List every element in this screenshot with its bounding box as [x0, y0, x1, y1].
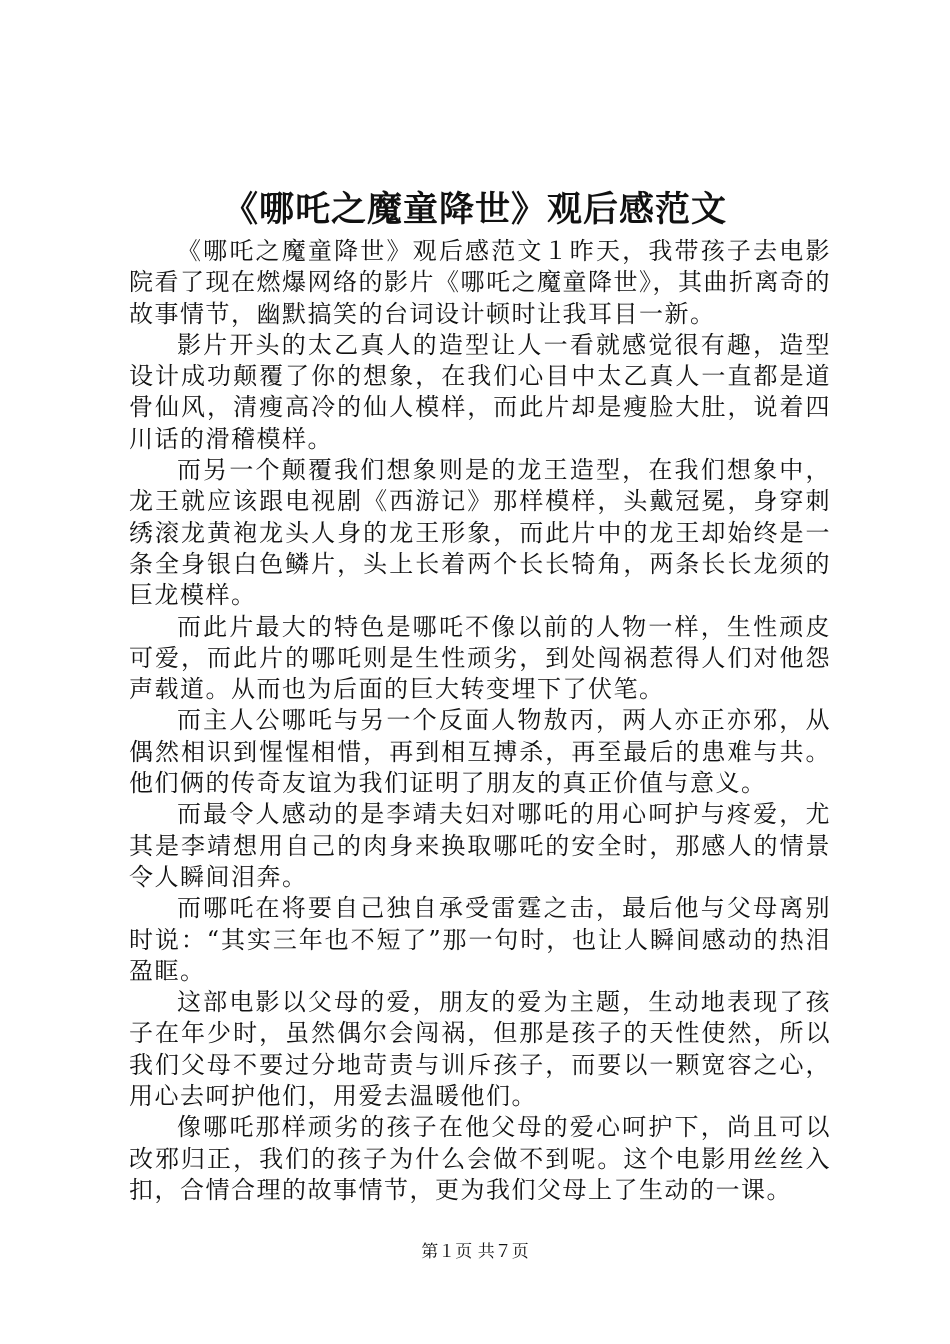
- paragraph-9: 像哪吒那样顽劣的孩子在他父母的爱心呵护下，尚且可以改邪归正，我们的孩子为什么会做不到呢。这个电影用丝丝入扣，合情合理的故事情节，更为我们父母上了生动的一课。: [129, 1113, 831, 1204]
- paragraph-6: 而最令人感动的是李靖夫妇对哪吒的用心呵护与疼爱，尤其是李靖想用自己的肉身来换取哪吒的安全时，那感人的情景令人瞬间泪奔。: [129, 800, 831, 891]
- paragraph-7: 而哪吒在将要自己独自承受雷霆之击，最后他与父母离别时说：“其实三年也不短了”那一句时，也让人瞬间感动的热泪盈眶。: [129, 894, 831, 985]
- page-number: 第１页 共７页: [421, 1242, 529, 1262]
- page-footer: [0, 1240, 950, 1264]
- paragraph-8: 这部电影以父母的爱，朋友的爱为主题，生动地表现了孩子在年少时，虽然偶尔会闯祸，但那是孩子的天性使然，所以我们父母不要过分地苛责与训斥孩子，而要以一颗宽容之心，用心去呵护他们，用爱去温暖他们。: [129, 988, 831, 1111]
- paragraph-4: 而此片最大的特色是哪吒不像以前的人物一样，生性顽皮可爱，而此片的哪吒则是生性顽劣，到处闯祸惹得人们对他怨声载道。从而也为后面的巨大转变埋下了伏笔。: [129, 612, 831, 704]
- paragraph-3: 而另一个颠覆我们想象则是的龙王造型，在我们想象中，龙王就应该跟电视剧《西游记》那样模样，头戴冠冕，身穿刺绣滚龙黄袍龙头人身的龙王形象，而此片中的龙王却始终是一条全身银白色鳞片，头上长着两个长长犄角，两条长长龙须的巨龙模样。: [129, 456, 831, 610]
- document-body: [129, 236, 831, 1206]
- paragraph-1: 《哪吒之魔童降世》观后感范文１昨天，我带孩子去电影院看了现在燃爆网络的影片《哪吒之魔童降世》，其曲折离奇的故事情节，幽默搞笑的台词设计顿时让我耳目一新。: [129, 237, 831, 328]
- document-title: 《哪吒之魔童降世》观后感范文: [222, 189, 727, 230]
- paragraph-5: 而主人公哪吒与另一个反面人物敖丙，两人亦正亦邪，从偶然相识到惺惺相惜，再到相互搏杀，再至最后的患难与共。他们俩的传奇友谊为我们证明了朋友的真正价值与意义。: [129, 706, 831, 798]
- paragraph-2: 影片开头的太乙真人的造型让人一看就感觉很有趣，造型设计成功颠覆了你的想象，在我们心目中太乙真人一直都是道骨仙风，清瘦高冷的仙人模样，而此片却是瘦脸大肚，说着四川话的滑稽模样。: [129, 330, 831, 453]
